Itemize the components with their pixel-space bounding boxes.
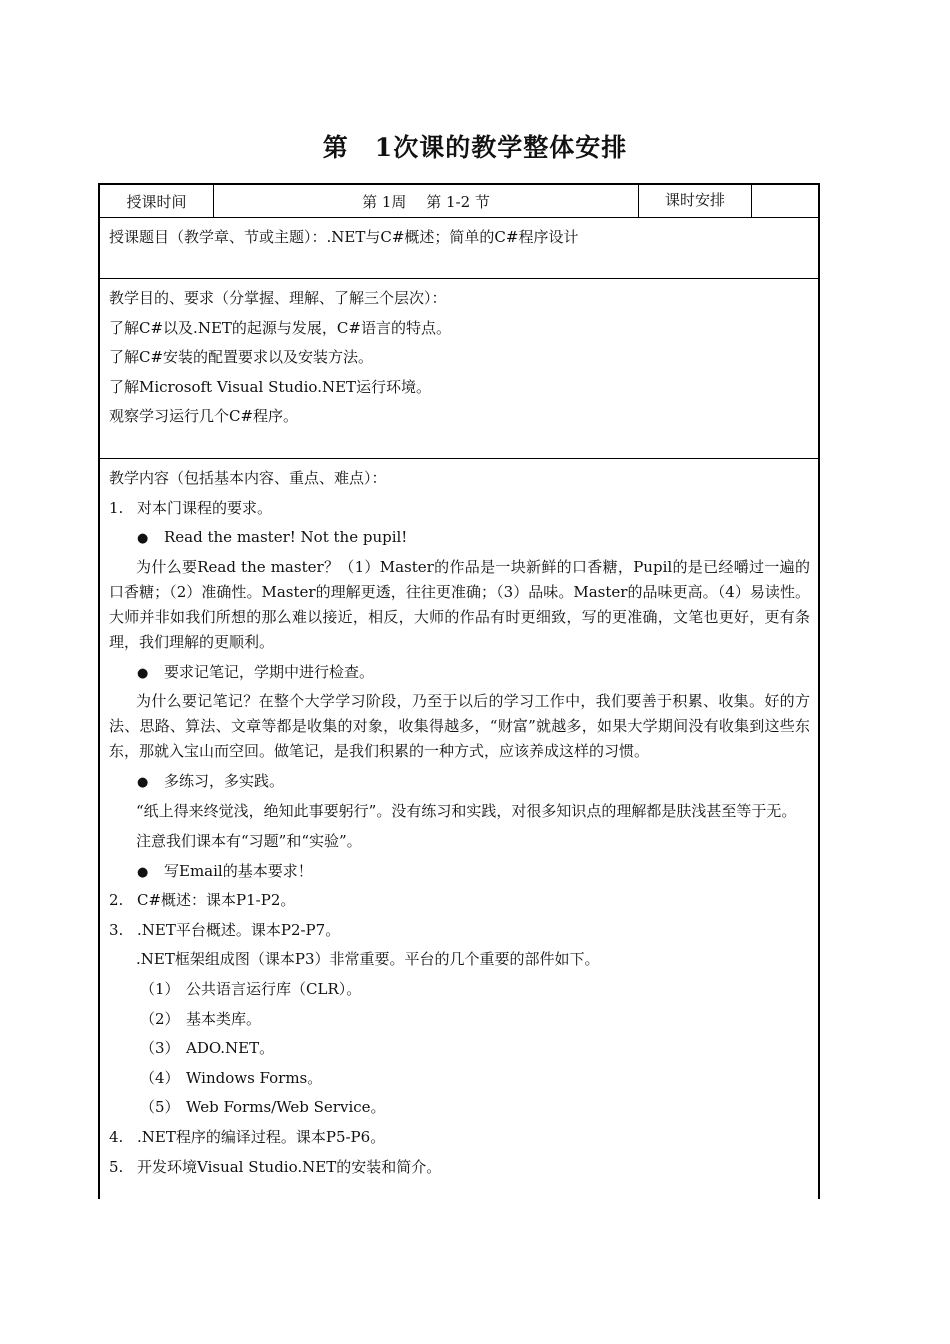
sub-item xyxy=(109,1005,810,1035)
item-text: .NET平台概述。课本P2-P7。 xyxy=(137,920,341,939)
bullet-item-4 xyxy=(109,857,810,887)
paragraph-practice: “纸上得来终觉浅，绝知此事要躬行”。没有练习和实践，对很多知识点的理解都是肤浅甚至等于无。 xyxy=(136,801,797,820)
bullet-text: Read the master! Not the pupil! xyxy=(164,528,408,547)
numbered-item-1 xyxy=(109,494,810,524)
paragraph-read-master: 为什么要Read the master？（1）Master的作品是一块新鲜的口香糖，Pupil的是已经嚼过一遍的口香糖；（2）准确性。Master的理解更透，往往更准确；（3）品味。Master的品味更高。（4）易读性。大师并非如我们所想的那么难以接近，相反，大师的作品有时更细致，写的更准确，文笔也更好，更有条理，我们理解的更顺利。 xyxy=(109,557,810,651)
sub-item-number: （1） xyxy=(140,979,180,998)
item-number: 1. xyxy=(109,498,124,517)
sub-item-text: 公共语言运行库（CLR）。 xyxy=(186,979,362,998)
topic-text: 授课题目（教学章、节或主题）：.NET与C#概述；简单的C#程序设计 xyxy=(109,228,579,246)
objective-item: 了解C#以及.NET的起源与发展，C#语言的特点。 xyxy=(109,318,451,337)
label-class-hours: 课时安排 xyxy=(639,185,752,217)
content-heading: 教学内容（包括基本内容、重点、难点）： xyxy=(109,469,387,487)
item-text: C#概述：课本P1-P2。 xyxy=(137,891,296,910)
bullet-text: 写Email的基本要求！ xyxy=(164,861,313,880)
bullet-icon: ● xyxy=(137,531,149,547)
sub-item xyxy=(109,1064,810,1094)
item-text: .NET程序的编译过程。课本P5-P6。 xyxy=(137,1127,386,1146)
numbered-item-4 xyxy=(109,1123,810,1153)
class-hours-value xyxy=(752,185,818,217)
lesson-plan-table xyxy=(98,183,820,1199)
item-number: 3. xyxy=(109,920,124,939)
item-text: 开发环境Visual Studio.NET的安装和简介。 xyxy=(137,1157,442,1176)
sub-item xyxy=(109,975,810,1005)
numbered-item-2 xyxy=(109,886,810,916)
item-text: 对本门课程的要求。 xyxy=(137,498,273,517)
sub-item-number: （3） xyxy=(140,1039,180,1058)
paragraph-exercises: 注意我们课本有“习题”和“实验”。 xyxy=(136,831,362,850)
sub-item-text: 基本类库。 xyxy=(186,1009,262,1028)
sub-item-text: Windows Forms。 xyxy=(186,1068,323,1087)
schedule-row xyxy=(100,185,818,218)
numbered-item-3 xyxy=(109,916,810,946)
sub-item-text: ADO.NET。 xyxy=(186,1039,275,1058)
numbered-item-5 xyxy=(109,1153,810,1183)
objectives-row xyxy=(100,278,818,459)
objectives-heading: 教学目的、要求（分掌握、理解、了解三个层次）： xyxy=(109,289,447,307)
sub-item-number: （5） xyxy=(140,1098,180,1117)
bullet-item-3 xyxy=(109,767,810,797)
bullet-icon: ● xyxy=(137,864,149,880)
bullet-item-1 xyxy=(109,523,810,553)
bullet-icon: ● xyxy=(137,775,149,791)
sub-item xyxy=(109,1034,810,1064)
sub-item-text: Web Forms/Web Service。 xyxy=(186,1098,386,1117)
sub-item-number: （2） xyxy=(140,1009,180,1028)
label-teaching-time: 授课时间 xyxy=(100,185,214,217)
page-title: 第 1次课的教学整体安排 xyxy=(322,133,628,162)
paragraph-framework: .NET框架组成图（课本P3）非常重要。平台的几个重要的部件如下。 xyxy=(136,950,600,969)
item-number: 2. xyxy=(109,891,124,910)
paragraph-notes: 为什么要记笔记？在整个大学学习阶段，乃至于以后的学习工作中，我们要善于积累、收集。好的方法、思路、算法、文章等都是收集的对象，收集得越多，“财富”就越多，如果大学期间没有收集到这些东东，那就入宝山而空回。做笔记，是我们积累的一种方式，应该养成这样的习惯。 xyxy=(109,692,810,761)
sub-item xyxy=(109,1093,810,1123)
item-number: 4. xyxy=(109,1127,124,1146)
teaching-time-value: 第 1周 第 1-2 节 xyxy=(214,185,639,217)
item-number: 5. xyxy=(109,1157,124,1176)
objective-item: 观察学习运行几个C#程序。 xyxy=(109,407,299,425)
sub-item-number: （4） xyxy=(140,1068,180,1087)
bullet-icon: ● xyxy=(137,665,149,681)
objective-item: 了解C#安装的配置要求以及安装方法。 xyxy=(109,348,374,366)
objective-item: 了解Microsoft Visual Studio.NET运行环境。 xyxy=(109,377,432,396)
topic-row xyxy=(100,217,818,279)
bullet-text: 要求记笔记，学期中进行检查。 xyxy=(164,662,375,681)
bullet-item-2 xyxy=(109,658,810,688)
content-row xyxy=(100,458,818,1182)
bullet-text: 多练习，多实践。 xyxy=(164,772,285,791)
